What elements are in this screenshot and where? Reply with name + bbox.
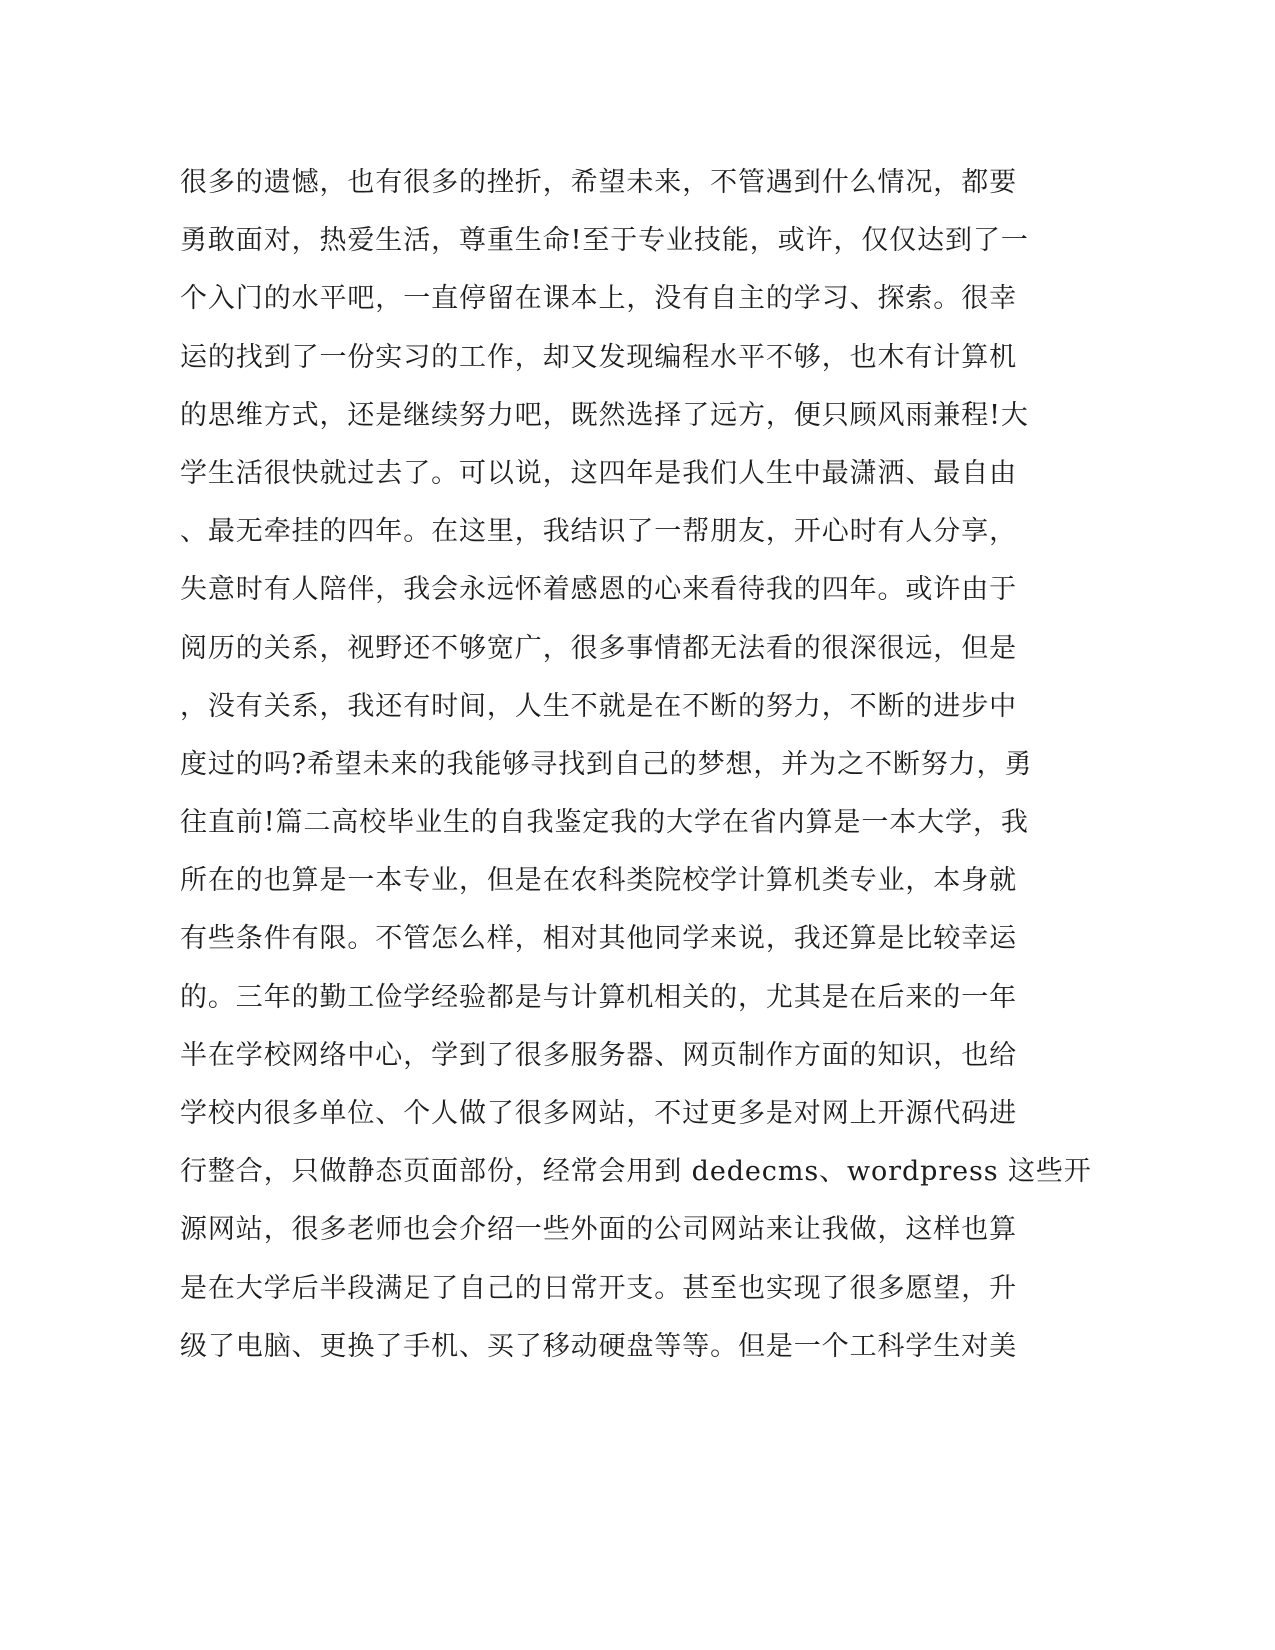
text-line: 学校内很多单位、个人做了很多网站，不过更多是对网上开源代码进 — [180, 1098, 1017, 1129]
text-line: ，没有关系，我还有时间，人生不就是在不断的努力，不断的进步中 — [180, 690, 1017, 722]
text-line: 源网站，很多老师也会介绍一些外面的公司网站来让我做，这样也算 — [180, 1214, 1017, 1246]
text-line: 学生活很快就过去了。可以说，这四年是我们人生中最潇洒、最自由 — [180, 457, 1017, 489]
text-line: 、最无牵挂的四年。在这里，我结识了一帮朋友，开心时有人分享， — [180, 516, 1017, 548]
text-line: 是在大学后半段满足了自己的日常开支。甚至也实现了很多愿望，升 — [180, 1272, 1017, 1304]
text-line: 行整合，只做静态页面部份，经常会用到 dedecms、wordpress 这些开 — [180, 1156, 1092, 1188]
text-line: 往直前!篇二高校毕业生的自我鉴定我的大学在省内算是一本大学，我 — [180, 807, 1029, 839]
text-line: 运的找到了一份实习的工作，却又发现编程水平不够，也木有计算机 — [180, 341, 1017, 373]
text-line: 度过的吗?希望未来的我能够寻找到自己的梦想，并为之不断努力，勇 — [180, 748, 1033, 780]
text-line: 阅历的关系，视野还不够宽广，很多事情都无法看的很深很远，但是 — [180, 632, 1017, 664]
text-line: 半在学校网络中心，学到了很多服务器、网页制作方面的知识，也给 — [180, 1039, 1017, 1071]
text-line: 有些条件有限。不管怎么样，相对其他同学来说，我还算是比较幸运 — [180, 923, 1017, 955]
text-line: 的思维方式，还是继续努力吧，既然选择了远方，便只顾风雨兼程!大 — [180, 399, 1029, 431]
body-text — [180, 154, 1092, 1376]
text-line: 勇敢面对，热爱生活，尊重生命!至于专业技能，或许，仅仅达到了一 — [180, 225, 1029, 257]
text-line: 所在的也算是一本专业，但是在农科类院校学计算机类专业，本身就 — [180, 865, 1017, 897]
text-line: 的。三年的勤工俭学经验都是与计算机相关的，尤其是在后来的一年 — [180, 981, 1017, 1013]
text-line: 失意时有人陪伴，我会永远怀着感恩的心来看待我的四年。或许由于 — [180, 574, 1017, 606]
text-line: 个入门的水平吧，一直停留在课本上，没有自主的学习、探索。很幸 — [180, 283, 1017, 315]
text-line: 很多的遗憾，也有很多的挫折，希望未来，不管遇到什么情况，都要 — [180, 167, 1017, 198]
text-line: 级了电脑、更换了手机、买了移动硬盘等等。但是一个工科学生对美 — [180, 1330, 1017, 1362]
